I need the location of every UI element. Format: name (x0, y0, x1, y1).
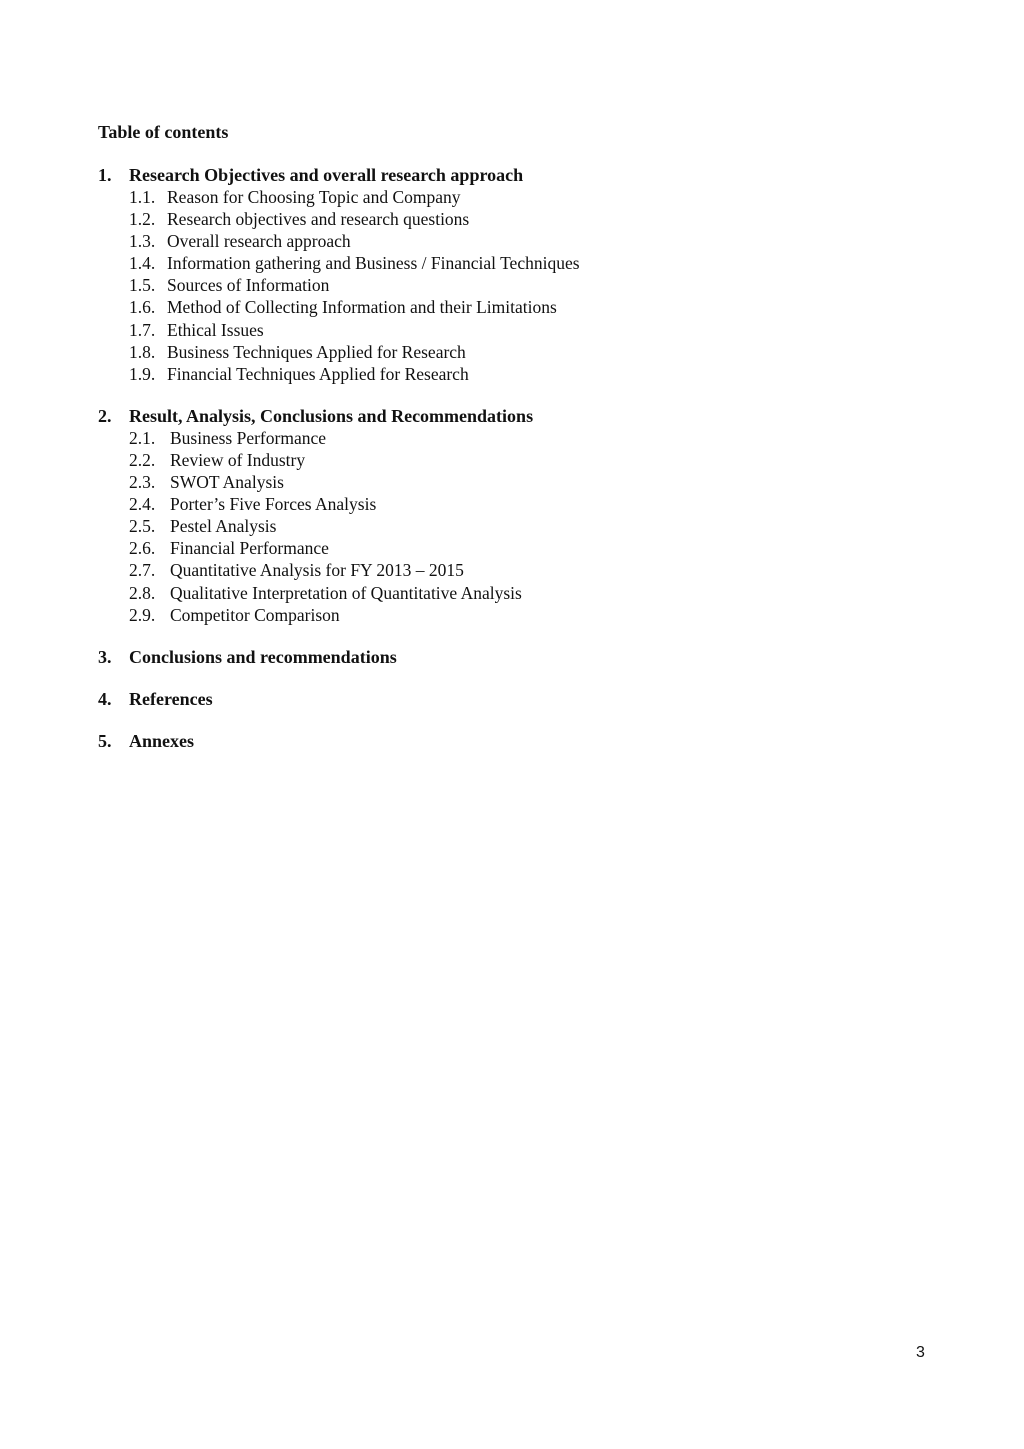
section-title: Result, Analysis, Conclusions and Recommendations (129, 405, 534, 426)
toc-section-4 (98, 688, 958, 710)
entry-number: 2.9. (129, 604, 156, 625)
toc-entry[interactable] (98, 252, 958, 274)
section-number: 1. (98, 165, 112, 185)
entry-label: Business Performance (170, 427, 327, 448)
entry-number: 1.6. (129, 297, 156, 318)
toc-title: Table of contents (98, 122, 229, 142)
entry-number: 1.1. (129, 187, 156, 207)
entry-number: 2.2. (129, 449, 156, 470)
entry-label: Quantitative Analysis for FY 2013 – 2015 (170, 560, 464, 581)
entry-number: 2.5. (129, 516, 156, 537)
entry-number: 2.6. (129, 538, 156, 559)
entry-label: Research objectives and research questions (167, 209, 470, 230)
entry-number: 2.4. (129, 494, 156, 515)
entry-label: Sources of Information (167, 275, 330, 296)
entry-number: 1.5. (129, 275, 156, 296)
section-title: Research Objectives and overall research approach (129, 165, 524, 185)
entry-number: 1.8. (129, 341, 156, 362)
entry-number: 1.7. (129, 319, 156, 340)
entry-number: 2.7. (129, 560, 156, 581)
entry-label: Financial Performance (170, 538, 329, 559)
toc-entry[interactable] (98, 559, 958, 581)
toc-section-2 (98, 405, 958, 626)
toc-entry[interactable] (98, 427, 958, 449)
toc-entry[interactable] (98, 186, 958, 208)
entry-number: 2.1. (129, 427, 156, 448)
entry-label: Competitor Comparison (170, 604, 340, 625)
toc-subsection-list (98, 186, 958, 385)
toc-entry[interactable] (98, 537, 958, 559)
entry-label: Overall research approach (167, 231, 351, 252)
entry-label: Financial Techniques Applied for Research (167, 363, 469, 384)
table-of-contents (98, 120, 958, 772)
toc-entry[interactable] (98, 449, 958, 471)
toc-entry[interactable] (98, 341, 958, 363)
entry-label: Method of Collecting Information and their Limitations (167, 297, 557, 318)
toc-section-heading[interactable] (98, 405, 958, 427)
entry-number: 1.9. (129, 363, 156, 384)
entry-label: SWOT Analysis (170, 472, 284, 493)
toc-subsection-list (98, 427, 958, 626)
entry-label: Information gathering and Business / Financial Techniques (167, 253, 580, 274)
entry-label: Review of Industry (170, 449, 306, 470)
toc-entry[interactable] (98, 582, 958, 604)
entry-label: Qualitative Interpretation of Quantitative Analysis (170, 582, 522, 603)
section-number: 3. (98, 646, 112, 667)
toc-section-heading[interactable] (98, 730, 958, 752)
toc-entry[interactable] (98, 363, 958, 385)
entry-label: Business Techniques Applied for Research (167, 341, 466, 362)
toc-entry[interactable] (98, 274, 958, 296)
section-number: 4. (98, 688, 112, 709)
toc-entry[interactable] (98, 230, 958, 252)
section-number: 2. (98, 405, 112, 426)
toc-section-1 (98, 164, 958, 385)
toc-entry[interactable] (98, 604, 958, 626)
toc-entry[interactable] (98, 493, 958, 515)
entry-label: Porter’s Five Forces Analysis (170, 494, 377, 515)
entry-number: 1.2. (129, 209, 156, 230)
entry-number: 2.8. (129, 582, 156, 603)
entry-number: 1.3. (129, 231, 156, 252)
section-title: References (129, 688, 213, 709)
entry-label: Reason for Choosing Topic and Company (167, 187, 461, 207)
toc-entry[interactable] (98, 319, 958, 341)
section-title: Conclusions and recommendations (129, 646, 397, 667)
entry-number: 2.3. (129, 472, 156, 493)
toc-section-5 (98, 730, 958, 752)
entry-label: Pestel Analysis (170, 516, 277, 537)
entry-number: 1.4. (129, 253, 156, 274)
toc-section-heading[interactable] (98, 646, 958, 668)
toc-entry[interactable] (98, 296, 958, 318)
toc-entry[interactable] (98, 208, 958, 230)
section-title: Annexes (129, 730, 195, 751)
toc-section-heading[interactable] (98, 688, 958, 710)
toc-entry[interactable] (98, 515, 958, 537)
entry-label: Ethical Issues (167, 319, 264, 340)
toc-entry[interactable] (98, 471, 958, 493)
page-number: 3 (916, 1344, 925, 1361)
section-number: 5. (98, 730, 112, 751)
toc-section-heading[interactable] (98, 164, 958, 186)
toc-section-3 (98, 646, 958, 668)
